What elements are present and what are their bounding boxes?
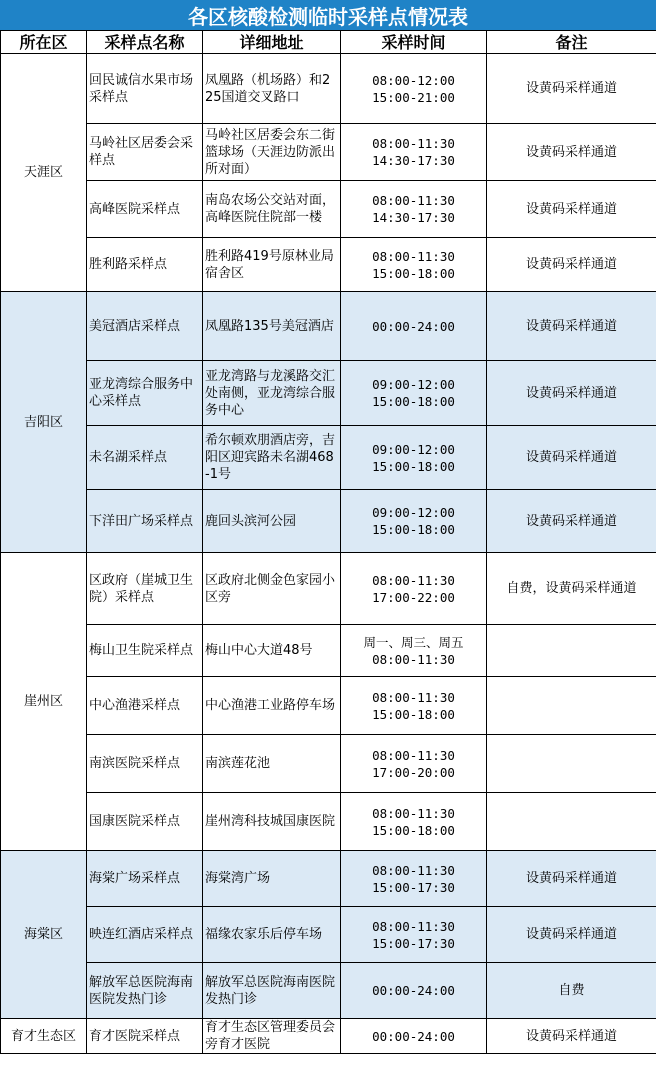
table-row xyxy=(1,907,656,963)
sampling-time-cell: 08:00-11:30 15:00-17:30 xyxy=(341,907,487,963)
site-name-cell: 育才医院采样点 xyxy=(87,1019,203,1054)
address-cell: 希尔顿欢朋酒店旁，吉阳区迎宾路未名湖468-1号 xyxy=(203,426,341,490)
address-cell: 崖州湾科技城国康医院 xyxy=(203,793,341,851)
table-row xyxy=(1,426,656,490)
table-row xyxy=(1,851,656,907)
remarks-cell: 设黄码采样通道 xyxy=(487,361,656,426)
remarks-cell: 设黄码采样通道 xyxy=(487,1019,656,1054)
site-name-cell: 胜利路采样点 xyxy=(87,238,203,292)
table-row xyxy=(1,490,656,553)
district-cell: 海棠区 xyxy=(1,851,87,1019)
remarks-cell: 设黄码采样通道 xyxy=(487,54,656,124)
remarks-cell: 设黄码采样通道 xyxy=(487,426,656,490)
remarks-cell: 设黄码采样通道 xyxy=(487,907,656,963)
address-cell: 凤凰路（机场路）和225国道交叉路口 xyxy=(203,54,341,124)
site-name-cell: 高峰医院采样点 xyxy=(87,181,203,238)
site-name-cell: 下洋田广场采样点 xyxy=(87,490,203,553)
district-cell: 育才生态区 xyxy=(1,1019,87,1054)
table-row xyxy=(1,292,656,361)
sampling-time-cell: 08:00-11:30 17:00-22:00 xyxy=(341,553,487,625)
sampling-time-cell: 周一、周三、周五 08:00-11:30 xyxy=(341,625,487,677)
table-row xyxy=(1,553,656,625)
sampling-time-cell: 08:00-11:30 14:30-17:30 xyxy=(341,181,487,238)
table-row xyxy=(1,181,656,238)
sampling-time-cell: 08:00-12:00 15:00-21:00 xyxy=(341,54,487,124)
sampling-time-cell: 00:00-24:00 xyxy=(341,963,487,1019)
remarks-cell: 设黄码采样通道 xyxy=(487,124,656,181)
address-cell: 福缘农家乐后停车场 xyxy=(203,907,341,963)
table-row xyxy=(1,735,656,793)
table-row xyxy=(1,238,656,292)
address-cell: 马岭社区居委会东二街篮球场（天涯边防派出所对面） xyxy=(203,124,341,181)
remarks-cell xyxy=(487,625,656,677)
site-name-cell: 映连红酒店采样点 xyxy=(87,907,203,963)
sampling-time-cell: 09:00-12:00 15:00-18:00 xyxy=(341,361,487,426)
remarks-cell: 自费 xyxy=(487,963,656,1019)
site-name-cell: 海棠广场采样点 xyxy=(87,851,203,907)
remarks-cell: 设黄码采样通道 xyxy=(487,490,656,553)
district-cell: 吉阳区 xyxy=(1,292,87,553)
remarks-cell xyxy=(487,735,656,793)
address-cell: 凤凰路135号美冠酒店 xyxy=(203,292,341,361)
address-cell: 亚龙湾路与龙溪路交汇处南侧，亚龙湾综合服务中心 xyxy=(203,361,341,426)
address-cell: 南滨莲花池 xyxy=(203,735,341,793)
address-cell: 胜利路419号原林业局宿舍区 xyxy=(203,238,341,292)
remarks-cell: 设黄码采样通道 xyxy=(487,238,656,292)
table-row xyxy=(1,124,656,181)
site-name-cell: 美冠酒店采样点 xyxy=(87,292,203,361)
sampling-time-cell: 08:00-11:30 14:30-17:30 xyxy=(341,124,487,181)
site-name-cell: 梅山卫生院采样点 xyxy=(87,625,203,677)
remarks-cell xyxy=(487,677,656,735)
sampling-time-cell: 09:00-12:00 15:00-18:00 xyxy=(341,426,487,490)
header-district: 所在区 xyxy=(1,31,87,54)
table-row xyxy=(1,677,656,735)
remarks-cell: 设黄码采样通道 xyxy=(487,851,656,907)
site-name-cell: 中心渔港采样点 xyxy=(87,677,203,735)
sampling-time-cell: 08:00-11:30 15:00-18:00 xyxy=(341,238,487,292)
sampling-time-cell: 00:00-24:00 xyxy=(341,292,487,361)
sampling-time-cell: 08:00-11:30 17:00-20:00 xyxy=(341,735,487,793)
district-cell: 天涯区 xyxy=(1,54,87,292)
site-name-cell: 回民诚信水果市场采样点 xyxy=(87,54,203,124)
sampling-time-cell: 08:00-11:30 15:00-18:00 xyxy=(341,793,487,851)
header-site-name: 采样点名称 xyxy=(87,31,203,54)
address-cell: 育才生态区管理委员会旁育才医院 xyxy=(203,1019,341,1054)
site-name-cell: 未名湖采样点 xyxy=(87,426,203,490)
address-cell: 中心渔港工业路停车场 xyxy=(203,677,341,735)
site-name-cell: 国康医院采样点 xyxy=(87,793,203,851)
table-body xyxy=(1,54,656,1054)
sampling-time-cell: 09:00-12:00 15:00-18:00 xyxy=(341,490,487,553)
header-row xyxy=(1,31,656,54)
address-cell: 鹿回头滨河公园 xyxy=(203,490,341,553)
address-cell: 解放军总医院海南医院发热门诊 xyxy=(203,963,341,1019)
site-name-cell: 区政府（崖城卫生院）采样点 xyxy=(87,553,203,625)
address-cell: 海棠湾广场 xyxy=(203,851,341,907)
address-cell: 南岛农场公交站对面，高峰医院住院部一楼 xyxy=(203,181,341,238)
site-name-cell: 亚龙湾综合服务中心采样点 xyxy=(87,361,203,426)
remarks-cell: 设黄码采样通道 xyxy=(487,181,656,238)
header-sampling-time: 采样时间 xyxy=(341,31,487,54)
table-title: 各区核酸检测临时采样点情况表 xyxy=(0,0,656,30)
site-name-cell: 解放军总医院海南医院发热门诊 xyxy=(87,963,203,1019)
district-cell: 崖州区 xyxy=(1,553,87,851)
table-row xyxy=(1,793,656,851)
site-name-cell: 南滨医院采样点 xyxy=(87,735,203,793)
sampling-time-cell: 08:00-11:30 15:00-18:00 xyxy=(341,677,487,735)
address-cell: 区政府北侧金色家园小区旁 xyxy=(203,553,341,625)
table-row xyxy=(1,625,656,677)
table-row xyxy=(1,963,656,1019)
sampling-time-cell: 00:00-24:00 xyxy=(341,1019,487,1054)
table-row xyxy=(1,54,656,124)
address-cell: 梅山中心大道48号 xyxy=(203,625,341,677)
remarks-cell: 设黄码采样通道 xyxy=(487,292,656,361)
sampling-time-cell: 08:00-11:30 15:00-17:30 xyxy=(341,851,487,907)
remarks-cell xyxy=(487,793,656,851)
remarks-cell: 自费，设黄码采样通道 xyxy=(487,553,656,625)
table-row xyxy=(1,361,656,426)
table-row xyxy=(1,1019,656,1054)
header-remarks: 备注 xyxy=(487,31,656,54)
header-address: 详细地址 xyxy=(203,31,341,54)
sampling-sites-table xyxy=(0,30,656,1054)
site-name-cell: 马岭社区居委会采样点 xyxy=(87,124,203,181)
